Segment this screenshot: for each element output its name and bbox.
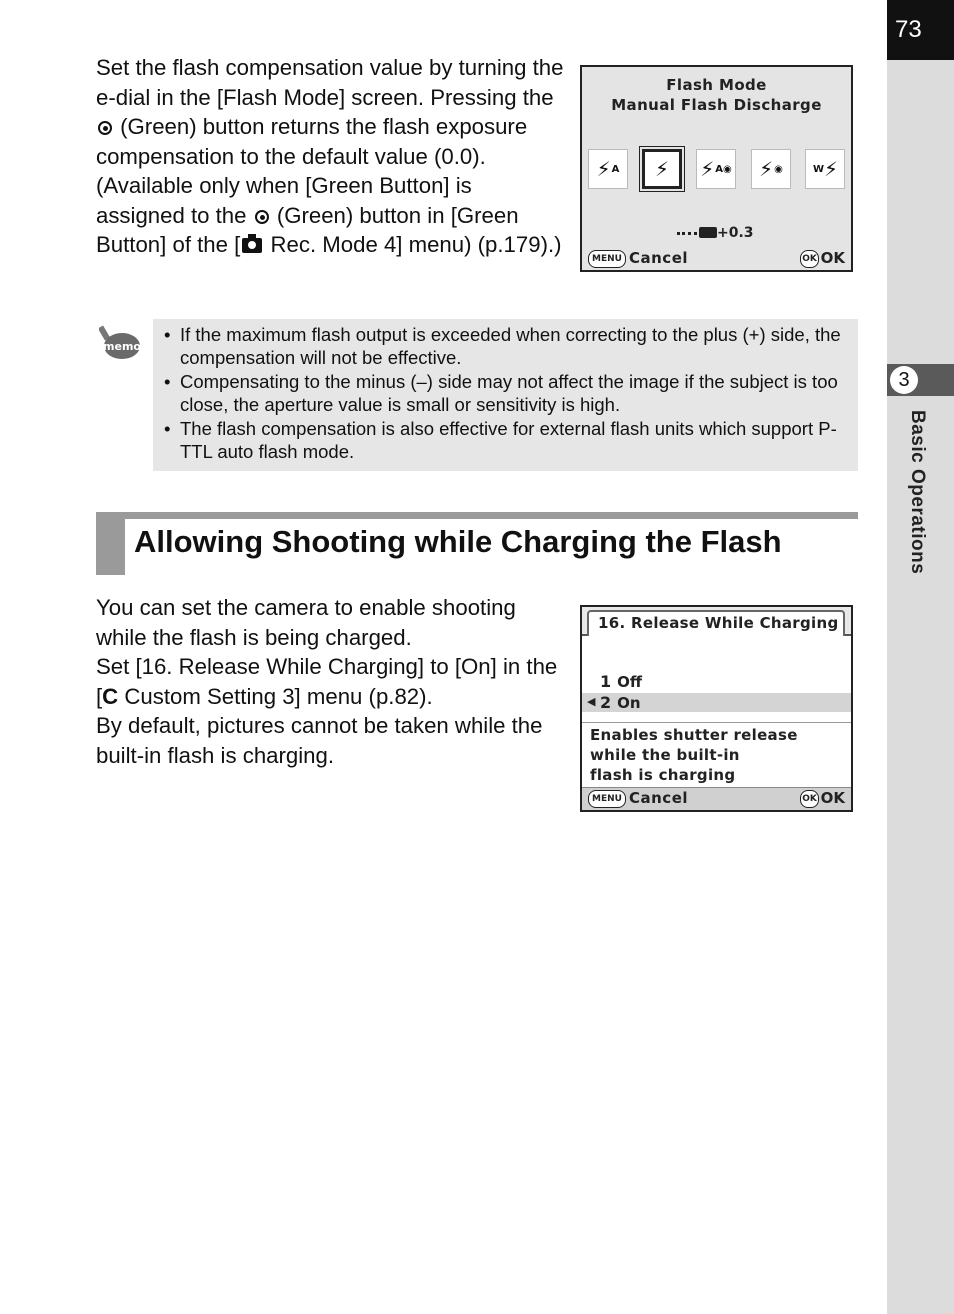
description-text: Enables shutter release while the built-in flash is charging [590,726,798,784]
memo-icon [99,324,143,364]
cancel-label: Cancel [629,789,689,807]
custom-setting-icon: C [102,683,119,709]
e-dial-icon [677,225,697,235]
memo-item: • Compensating to the minus (–) side may not affect the image if the subject is too close, the aperture value is small or sensitivity is high. [164,371,854,416]
section-text-c: By default, pictures cannot be taken while the built-in flash is charging. [96,713,543,768]
flash-mode-row [588,149,848,193]
option-off[interactable]: 1 Off [600,672,643,691]
release-screen-footer [582,787,851,810]
section-text-b2: Custom Setting 3] menu (p.82). [118,683,433,709]
green-button-icon [255,210,269,224]
camera-icon [242,238,262,253]
menu-button-icon[interactable]: MENU [588,250,626,268]
option-list [582,636,851,722]
description-panel [582,722,851,789]
intro-text-2: (Green) button returns the flash exposure compensation to the default value (0.0). (Available only when [Green Button] is assigned to the [96,114,528,228]
section-text-a: You can set the camera to enable shooting while the flash is being charged. [96,595,516,650]
chapter-number: 3 [890,366,918,394]
intro-text-3: (Green) button in [Green Button] of the [ [96,202,519,257]
flash-auto-redeye-icon[interactable]: ⚡ A◉ [696,149,736,189]
memo-item: • The flash compensation is also effective for external flash units which support P-TTL auto flash mode. [164,418,854,463]
memo-list [164,324,854,465]
memo-item: • If the maximum flash output is exceeded when correcting to the plus (+) side, the compensation will not be effective. [164,324,854,369]
intro-paragraph [96,53,566,260]
section-heading: Allowing Shooting while Charging the Flash [134,524,782,559]
flash-comp-icon [699,227,717,238]
flash-screen-footer [582,248,851,270]
flash-mode-screen [580,65,853,272]
flash-manual-icon[interactable]: ⚡ [642,149,682,189]
flash-comp-value: +0.3 [717,225,754,241]
cancel-label: Cancel [629,249,689,267]
svg-text:memo: memo [103,340,141,353]
menu-button-icon[interactable]: MENU [588,790,626,808]
intro-text-4: Rec. Mode 4] menu) (p.179).) [264,232,562,257]
option-on[interactable]: 2 On [600,693,641,712]
side-strip [887,0,954,1314]
ok-button-icon[interactable]: OK [800,250,819,268]
menu-tab-title: 16. Release While Charging [587,610,845,636]
release-while-charging-screen [580,605,853,812]
heading-rule [96,512,858,519]
flash-comp-readout [677,225,754,241]
ok-label: OK [820,249,845,267]
ok-label: OK [820,789,845,807]
intro-text-1: Set the flash compensation value by turning the e-dial in the [Flash Mode] screen. Pressing the [96,55,564,110]
flash-redeye-icon[interactable]: ⚡ ◉ [751,149,791,189]
page-number: 73 [887,0,954,60]
flash-screen-title: Flash Mode [666,76,767,94]
green-button-icon [98,121,112,135]
ok-button-icon[interactable]: OK [800,790,819,808]
selection-arrow-icon: ◀ [587,695,596,708]
section-text-b1: Set [16. Release While Charging] to [On] in the [ [96,654,558,709]
flash-screen-subtitle: Manual Flash Discharge [611,96,822,114]
flash-auto-icon[interactable]: ⚡ A [588,149,628,189]
section-paragraph [96,593,566,770]
flash-wireless-icon[interactable]: W ⚡ [805,149,845,189]
heading-bar [96,512,125,575]
chapter-title: Basic Operations [907,410,928,575]
